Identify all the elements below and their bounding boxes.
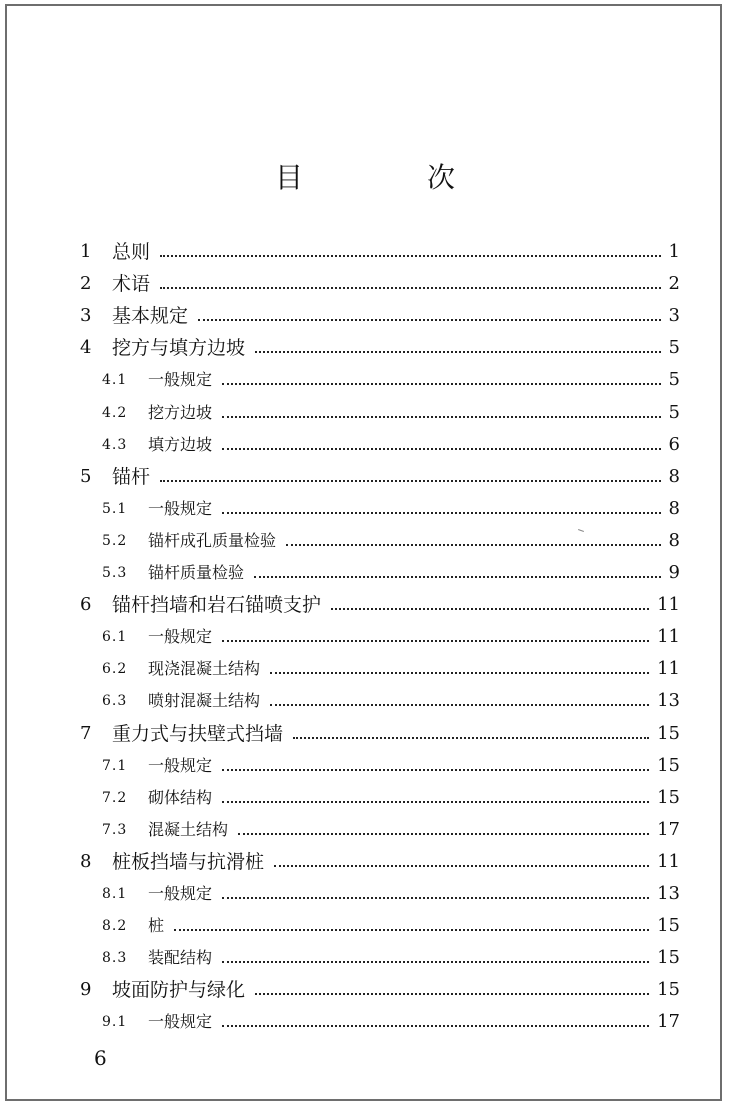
toc-entry-page: 13 (657, 883, 680, 904)
toc-entry-title: 混凝土结构 (148, 819, 229, 839)
page-title: 目 次 (274, 161, 503, 194)
toc-leader-dots (238, 833, 649, 835)
toc-entry-number: 5.2 (102, 532, 128, 549)
toc-entry-page: 11 (657, 850, 680, 872)
toc-entry-page: 5 (668, 401, 680, 423)
toc-entry-page: 8 (668, 529, 680, 551)
toc-entry-title: 一般规定 (148, 884, 213, 903)
toc-section-row (0, 525, 730, 557)
toc-entry-page: 9 (668, 562, 680, 583)
toc-entry-number: 4.3 (102, 436, 128, 453)
toc-entry-title: 砌体结构 (148, 787, 213, 807)
toc-leader-dots (222, 416, 661, 418)
toc-entry-title: 锚杆 (112, 465, 151, 488)
toc-leader-dots (160, 480, 661, 482)
toc-leader-dots (286, 544, 661, 546)
toc-entry-number: 7.2 (102, 789, 128, 806)
toc-entry-title: 锚杆质量检验 (148, 563, 245, 582)
toc-entry-page: 5 (668, 369, 680, 391)
toc-entry-number: 4 (80, 337, 92, 359)
toc-entry-page: 17 (657, 818, 680, 840)
toc-section-row (0, 782, 730, 814)
toc-entry-number: 5.1 (102, 500, 128, 517)
toc-entry-page: 15 (657, 754, 680, 776)
toc-leader-dots (222, 801, 649, 803)
toc-leader-dots (222, 769, 649, 771)
toc-chapter-row (0, 461, 730, 493)
toc-entry-page: 15 (657, 915, 680, 937)
toc-section-row (0, 397, 730, 429)
toc-entry-title: 术语 (112, 273, 151, 296)
toc-entry-number: 8 (80, 850, 92, 872)
toc-section-row (0, 814, 730, 846)
toc-entry-number: 8.1 (102, 886, 128, 902)
toc-leader-dots (222, 640, 649, 642)
toc-entry-number: 8.3 (102, 950, 128, 967)
toc-leader-dots (160, 255, 661, 257)
toc-entry-title: 现浇混凝土结构 (148, 659, 261, 679)
toc-leader-dots (198, 319, 661, 321)
toc-entry-title: 坡面防护与绿化 (112, 979, 246, 1002)
toc-leader-dots (331, 608, 649, 610)
toc-entry-title: 填方边坡 (148, 434, 213, 454)
toc-entry-page: 8 (668, 497, 680, 519)
toc-entry-title: 一般规定 (148, 370, 213, 390)
toc-section-row (0, 750, 730, 782)
toc-entry-title: 重力式与扶壁式挡墙 (112, 722, 284, 745)
toc-leader-dots (293, 737, 649, 739)
toc-leader-dots (222, 897, 649, 899)
toc-leader-dots (255, 993, 649, 995)
toc-leader-dots (274, 865, 649, 867)
toc-section-row (0, 653, 730, 685)
toc-section-row (0, 364, 730, 396)
toc-entry-number: 4.1 (102, 372, 128, 389)
toc-leader-dots (222, 961, 649, 963)
toc-section-row (0, 557, 730, 589)
toc-leader-dots (270, 672, 649, 674)
toc-chapter-row (0, 718, 730, 750)
toc-entry-page: 15 (657, 786, 680, 808)
toc-entry-title: 总则 (112, 241, 151, 263)
toc-entry-number: 7 (80, 722, 92, 744)
toc-entry-number: 5.3 (102, 565, 128, 581)
toc-entry-number: 8.2 (102, 918, 128, 935)
toc-leader-dots (222, 1025, 649, 1027)
toc-entry-page: 11 (657, 594, 680, 616)
toc-entry-page: 1 (668, 241, 680, 262)
toc-entry-page: 15 (657, 722, 680, 744)
toc-leader-dots (222, 383, 661, 385)
toc-section-row (0, 685, 730, 717)
toc-entry-number: 6.2 (102, 661, 128, 678)
toc-entry-page: 15 (657, 979, 680, 1001)
page-number: 6 (94, 1046, 107, 1070)
toc-entry-title: 锚杆成孔质量检验 (148, 530, 277, 550)
toc-entry-title: 喷射混凝土结构 (148, 691, 261, 711)
toc-leader-dots (160, 287, 661, 289)
toc-entry-number: 7.3 (102, 821, 128, 838)
toc-entry-number: 6.1 (102, 629, 128, 646)
toc-section-row (0, 910, 730, 942)
toc-entry-title: 桩板挡墙与抗滑桩 (112, 850, 265, 873)
toc-entry-number: 6 (80, 594, 92, 616)
toc-entry-title: 桩 (148, 916, 165, 936)
toc-entry-number: 9.1 (102, 1014, 128, 1031)
toc-section-row (0, 429, 730, 461)
toc-chapter-row (0, 300, 730, 332)
toc-section-row (0, 493, 730, 525)
toc-entry-page: 3 (668, 305, 680, 327)
toc-leader-dots (222, 512, 661, 514)
toc-entry-title: 装配结构 (148, 948, 213, 968)
toc-chapter-row (0, 589, 730, 621)
toc-entry-number: 6.3 (102, 693, 128, 710)
toc-entry-number: 3 (80, 305, 92, 327)
toc-entry-number: 7.1 (102, 757, 128, 774)
toc-leader-dots (270, 704, 649, 706)
toc-entry-number: 1 (80, 241, 92, 262)
toc-chapter-row (0, 974, 730, 1006)
toc-section-row (0, 621, 730, 653)
toc-entry-page: 11 (657, 658, 680, 680)
toc-entry-title: 一般规定 (148, 627, 213, 647)
toc-entry-page: 5 (668, 337, 680, 359)
toc-section-row (0, 942, 730, 974)
toc-entry-title: 挖方与填方边坡 (112, 337, 246, 360)
toc-entry-title: 一般规定 (148, 755, 213, 775)
toc-leader-dots (254, 576, 661, 578)
toc-leader-dots (222, 448, 661, 450)
toc-section-row (0, 878, 730, 910)
toc-chapter-row (0, 332, 730, 364)
toc-section-row (0, 1006, 730, 1038)
toc-entry-number: 2 (80, 273, 92, 295)
toc-entry-number: 4.2 (102, 404, 128, 421)
toc-chapter-row (0, 236, 730, 268)
toc-entry-page: 13 (657, 690, 680, 712)
toc-entry-title: 基本规定 (112, 305, 189, 328)
toc-entry-title: 一般规定 (148, 498, 213, 518)
toc-entry-title: 锚杆挡墙和岩石锚喷支护 (112, 594, 322, 617)
toc-entry-page: 15 (657, 947, 680, 969)
toc-entry-page: 11 (657, 626, 680, 648)
toc-entry-page: 2 (668, 273, 680, 295)
toc-entry-page: 6 (668, 433, 680, 455)
toc-entry-page: 17 (657, 1011, 680, 1033)
toc-entry-title: 挖方边坡 (148, 402, 213, 422)
toc-entry-number: 5 (80, 465, 92, 487)
toc-chapter-row (0, 846, 730, 878)
toc-chapter-row (0, 268, 730, 300)
toc-leader-dots (174, 929, 649, 931)
toc-leader-dots (255, 351, 661, 353)
toc-entry-title: 一般规定 (148, 1012, 213, 1032)
toc-entry-page: 8 (668, 465, 680, 487)
toc-entry-number: 9 (80, 979, 92, 1001)
